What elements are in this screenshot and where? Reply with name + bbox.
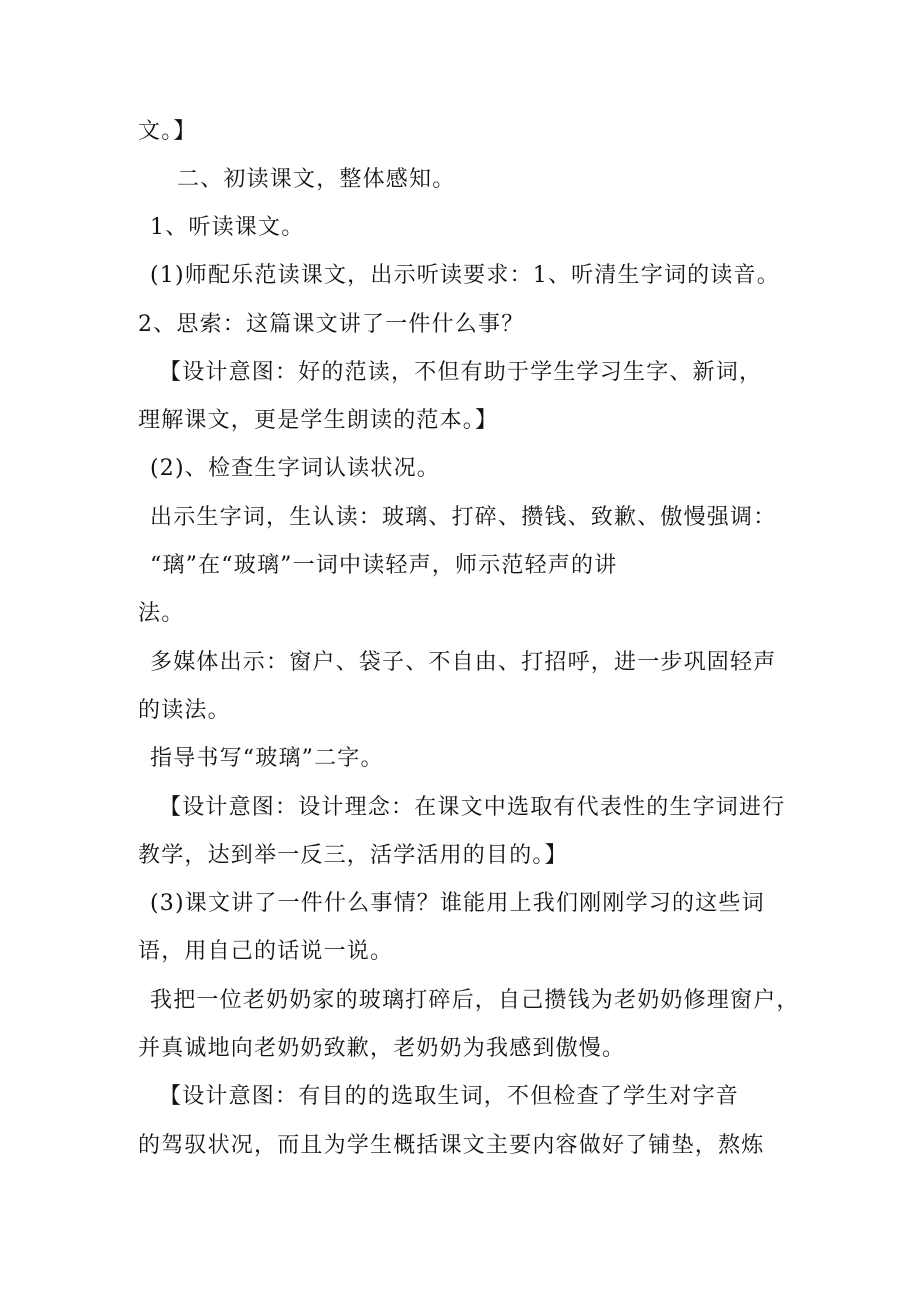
text-line: (1)师配乐范读课文，出示听读要求：1、听清生字词的读音。	[150, 263, 780, 288]
text-line: 文。】	[138, 119, 197, 144]
text-line: 我把一位老奶奶家的玻璃打碎后，自己攒钱为老奶奶修理窗户，	[150, 988, 800, 1013]
design-note: 教学，达到举一反三，活学活用的目的。】	[138, 843, 568, 868]
text-line: 法。	[138, 601, 185, 626]
text-line: 指导书写“玻璃”二字。	[150, 746, 384, 771]
design-note: 的驾驭状况，而且为学生概括课文主要内容做好了铺垫，熬炼	[138, 1133, 765, 1158]
text-line: (2)、检查生字词认读状况。	[150, 456, 440, 481]
design-note: 理解课文，更是学生朗读的范本。】	[138, 408, 499, 433]
text-line: 2、思索：这篇课文讲了一件什么事？	[138, 312, 525, 337]
text-line: (3)课文讲了一件什么事情？谁能用上我们刚刚学习的这些词	[150, 891, 765, 916]
design-note: 【设计意图：设计理念：在课文中选取有代表性的生字词进行	[159, 795, 786, 820]
text-line: 的读法。	[138, 698, 231, 723]
section-heading: 二、初读课文，整体感知。	[177, 167, 456, 192]
text-line: 出示生字词，生认读：玻璃、打碎、攒钱、致歉、傲慢强调：	[150, 505, 777, 530]
text-line: 多媒体出示：窗户、袋子、不自由、打招呼，进一步巩固轻声	[150, 650, 777, 675]
design-note: 【设计意图：有目的的选取生词，不但检查了学生对字音	[159, 1084, 740, 1109]
text-line: 语，用自己的话说一说。	[138, 939, 394, 964]
text-line: 并真诚地向老奶奶致歉，老奶奶为我感到傲慢。	[138, 1036, 626, 1061]
text-line: 1、听读课文。	[150, 215, 305, 240]
design-note: 【设计意图：好的范读，不但有助于学生学习生字、新词，	[159, 360, 763, 385]
text-line: “璃”在“玻璃”一词中读轻声，师示范轻声的讲	[150, 553, 618, 578]
